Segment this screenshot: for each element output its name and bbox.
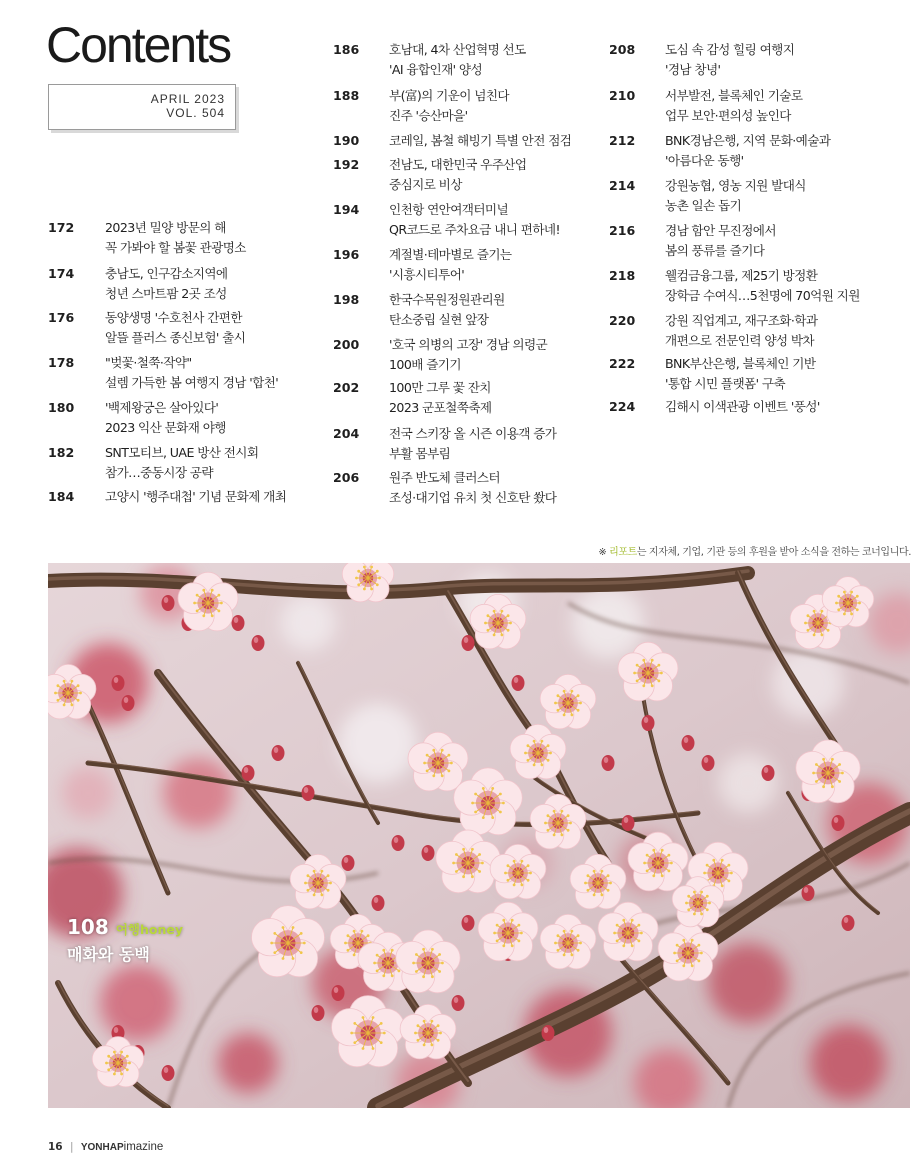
toc-entry[interactable] [48, 218, 246, 258]
toc-title-line-2: 장학금 수여식…5천명에 70억원 지원 [665, 288, 860, 303]
toc-title-line-1: 호남대, 4차 산업혁명 선도 [389, 42, 526, 57]
toc-title-line-1: 인천항 연안여객터미널 [389, 202, 509, 217]
toc-title-line-1: 경남 함안 무진정에서 [665, 223, 776, 238]
toc-page-number: 194 [333, 202, 360, 217]
toc-title-line-1: 충남도, 인구감소지역에 [105, 266, 228, 281]
toc-title-line-2: 2023 익산 문화재 야행 [105, 420, 226, 435]
toc-page-number: 216 [609, 223, 636, 238]
toc-title-line-1: 서부발전, 블록체인 기술로 [665, 88, 803, 103]
toc-title-line-2: 2023 군포철쭉축제 [389, 400, 492, 415]
toc-title-line-1: 웰컴금융그룹, 제25기 방정환 [665, 268, 818, 283]
toc-entry[interactable] [333, 155, 526, 195]
toc-title-line-1: 전국 스키장 올 시즌 이용객 증가 [389, 426, 557, 441]
toc-page-number: 180 [48, 400, 75, 415]
toc-title-line-1: 부(富)의 기운이 넘친다 [389, 88, 509, 103]
toc-entry[interactable] [333, 290, 505, 330]
toc-title-line-1: BNK경남은행, 지역 문화·예술과 [665, 133, 831, 148]
toc-title-line-2: 진주 '승산마을' [389, 108, 468, 123]
toc-title-line-2: 봄의 풍류를 즐기다 [665, 243, 765, 258]
toc-page-number: 188 [333, 88, 360, 103]
magazine-name: imazine [123, 1141, 164, 1153]
toc-title-line-2: 꼭 가봐야 할 봄꽃 관광명소 [105, 240, 246, 255]
toc-page-number: 184 [48, 489, 75, 504]
toc-page-number: 182 [48, 445, 75, 460]
toc-title-line-2: 참가…중동시장 공략 [105, 465, 213, 480]
toc-page-number: 214 [609, 178, 636, 193]
toc-entry[interactable] [609, 354, 815, 394]
toc-title-line-1: 한국수목원정원관리원 [389, 292, 505, 307]
toc-page-number: 224 [609, 399, 636, 414]
toc-title-line-2: '통합 시민 플랫폼' 구축 [665, 376, 786, 391]
page-title: Contents [46, 17, 231, 73]
toc-title-line-1: 고양시 '행주대첩' 기념 문화제 개최 [105, 489, 287, 504]
sponsor-note: ※ 리포트는 지자체, 기업, 기관 등의 후원을 받아 소식을 전하는 코너입니다. [598, 547, 911, 558]
toc-page-number: 204 [333, 426, 360, 441]
toc-title-line-1: 원주 반도체 클러스터 [389, 470, 500, 485]
toc-entry[interactable] [48, 308, 245, 348]
toc-title-line-2: 설렘 가득한 봄 여행지 경남 '합천' [105, 375, 279, 390]
toc-page-number: 202 [333, 380, 360, 395]
toc-title-line-1: 100만 그루 꽃 잔치 [389, 380, 491, 395]
brand-name: YONHAP [80, 1142, 124, 1153]
folio-number: 16 [48, 1141, 63, 1153]
plum-blossom-photo [48, 563, 910, 1108]
toc-page-number: 220 [609, 313, 636, 328]
toc-page-number: 222 [609, 356, 636, 371]
issue-volume: VOL. 504 [166, 106, 225, 120]
toc-entry[interactable] [333, 200, 560, 240]
toc-title-line-1: "벚꽃·철쭉·작약" [105, 355, 192, 370]
issue-date: APRIL 2023 [150, 92, 225, 106]
toc-entry[interactable] [609, 40, 794, 80]
toc-page-number: 212 [609, 133, 636, 148]
toc-page-number: 176 [48, 310, 75, 325]
toc-title-line-1: 코레일, 봄철 해빙기 특별 안전 점검 [389, 133, 572, 148]
toc-title-line-2: '아름다운 동행' [665, 153, 744, 168]
toc-page-number: 210 [609, 88, 636, 103]
toc-entry[interactable] [48, 398, 226, 438]
toc-page-number: 172 [48, 220, 75, 235]
toc-title-line-2: QR코드로 주차요금 내니 편하네! [389, 222, 560, 237]
toc-entry[interactable] [333, 335, 547, 375]
toc-title-line-2: '시흥시티투어' [389, 267, 465, 282]
toc-entry[interactable] [333, 86, 509, 126]
toc-entry[interactable] [609, 86, 802, 126]
toc-title-line-1: SNT모티브, UAE 방산 전시회 [105, 445, 259, 460]
toc-title-line-2: '경남 창녕' [665, 62, 721, 77]
toc-title-line-2: 청년 스마트팜 2곳 조성 [105, 286, 227, 301]
toc-entry[interactable] [333, 424, 556, 464]
toc-entry[interactable] [333, 378, 491, 418]
toc-title-line-2: 중심지로 비상 [389, 177, 462, 192]
toc-entry[interactable] [333, 131, 571, 151]
toc-title-line-1: '호국 의병의 고장' 경남 의령군 [389, 337, 548, 352]
toc-title-line-2: 알뜰 플러스 종신보험' 출시 [105, 330, 246, 345]
feature-section: 여행honey [115, 922, 184, 937]
toc-title-line-2: 100배 즐기기 [389, 357, 461, 372]
toc-title-line-2: 'AI 융합인재' 양성 [389, 62, 483, 77]
feature-page-number: 108 [67, 915, 109, 939]
toc-title-line-1: 계절별·테마별로 즐기는 [389, 247, 512, 262]
toc-page-number: 192 [333, 157, 360, 172]
toc-page-number: 186 [333, 42, 360, 57]
toc-title-line-1: 강원농협, 영농 지원 발대식 [665, 178, 806, 193]
toc-page-number: 208 [609, 42, 636, 57]
toc-title-line-1: 2023년 밀양 방문의 해 [105, 220, 226, 235]
toc-entry[interactable] [48, 353, 278, 393]
toc-entry[interactable] [609, 176, 806, 216]
toc-entry[interactable] [609, 221, 776, 261]
toc-entry[interactable] [48, 487, 286, 507]
toc-title-line-1: 전남도, 대한민국 우주산업 [389, 157, 527, 172]
toc-page-number: 218 [609, 268, 636, 283]
toc-title-line-1: BNK부산은행, 블록체인 기반 [665, 356, 816, 371]
toc-page-number: 198 [333, 292, 360, 307]
toc-title-line-1: 도심 속 감성 힐링 여행지 [665, 42, 795, 57]
toc-page-number: 174 [48, 266, 75, 281]
toc-title-line-2: 개편으로 전문인력 양성 박차 [665, 333, 814, 348]
toc-title-line-2: 농촌 일손 돕기 [665, 198, 742, 213]
toc-title-line-1: 동양생명 '수호천사 간편한 [105, 310, 242, 325]
toc-title-line-2: 조성·대기업 유치 첫 신호탄 쐈다 [389, 490, 557, 505]
toc-entry[interactable] [609, 131, 830, 171]
toc-entry[interactable] [333, 40, 526, 80]
toc-page-number: 206 [333, 470, 360, 485]
toc-entry[interactable] [609, 266, 860, 306]
page-footer [48, 1141, 163, 1153]
toc-title-line-2: 업무 보안·편의성 높인다 [665, 108, 791, 123]
toc-title-line-2: 부활 몸부림 [389, 446, 451, 461]
toc-page-number: 190 [333, 133, 360, 148]
toc-entry[interactable] [609, 311, 817, 351]
toc-title-line-2: 탄소중립 실현 앞장 [389, 312, 489, 327]
toc-page-number: 200 [333, 337, 360, 352]
issue-card [48, 84, 236, 130]
feature-title: 매화와 동백 [67, 945, 150, 964]
feature-label[interactable] [67, 915, 183, 965]
toc-entry[interactable] [48, 443, 258, 483]
toc-page-number: 178 [48, 355, 75, 370]
toc-page-number: 196 [333, 247, 360, 262]
toc-entry[interactable] [333, 245, 511, 285]
toc-title-line-1: '백제왕궁은 살아있다' [105, 400, 219, 415]
toc-title-line-1: 김해시 이색관광 이벤트 '풍성' [665, 399, 820, 414]
toc-entry[interactable] [48, 264, 227, 304]
toc-title-line-1: 강원 직업계고, 재구조화·학과 [665, 313, 818, 328]
toc-entry[interactable] [609, 397, 820, 417]
folio-separator: | [69, 1141, 74, 1153]
toc-entry[interactable] [333, 468, 556, 508]
